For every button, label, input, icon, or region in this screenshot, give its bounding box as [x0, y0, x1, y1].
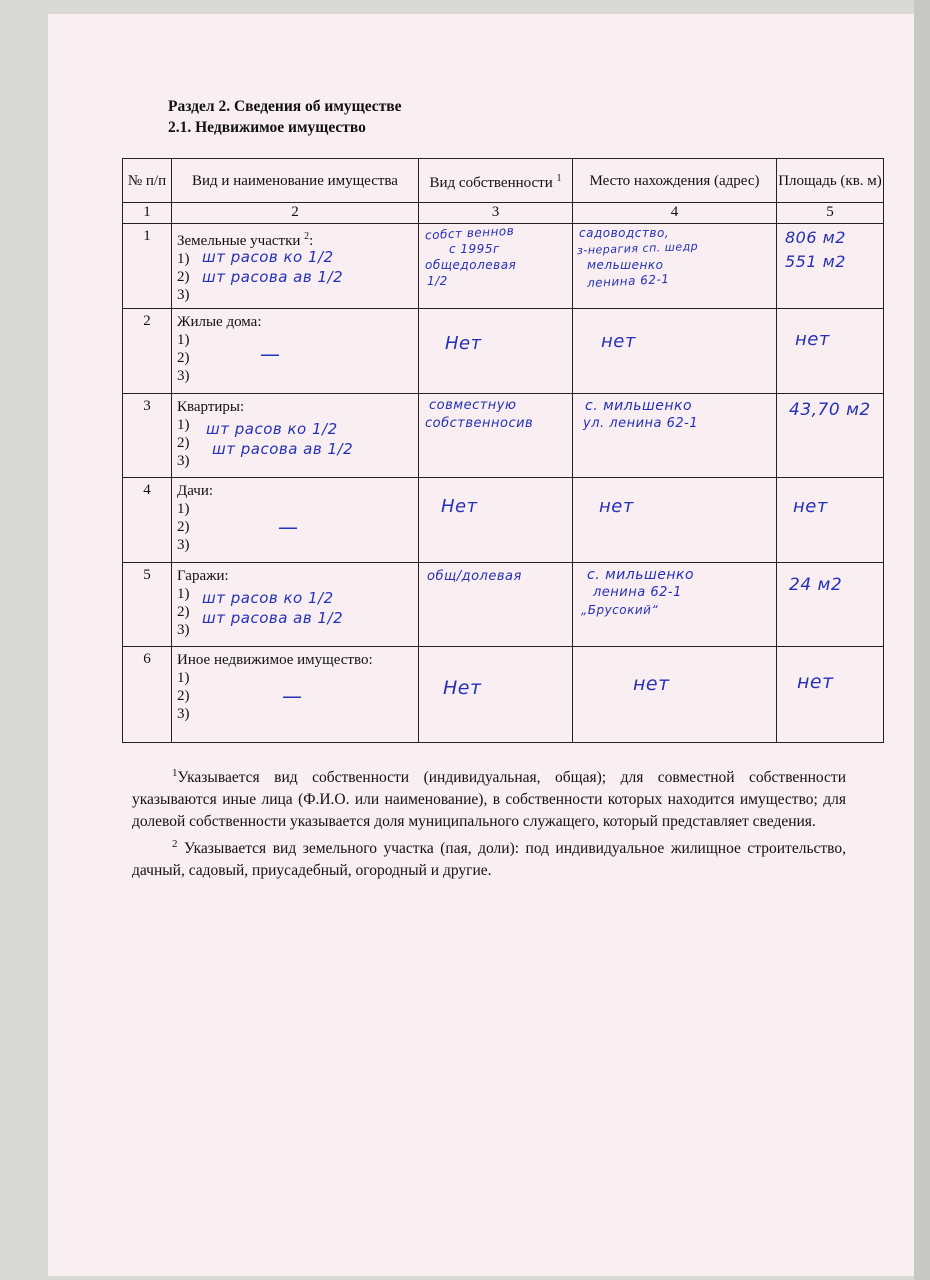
- property-kind-title: Иное недвижимое имущество:: [177, 652, 373, 668]
- item-3: 3): [177, 537, 190, 553]
- handwritten-item-1: шт расов ко 1/2: [202, 248, 334, 266]
- footnote-ref: 2: [304, 231, 310, 242]
- location-cell: [573, 224, 777, 309]
- row-number: 6: [123, 647, 172, 743]
- footnote-mark: 2: [172, 838, 178, 851]
- handwritten-location: ленина 62-1: [593, 585, 682, 600]
- table-header-row: [123, 159, 884, 203]
- header-location: Место нахождения (адрес): [573, 159, 777, 203]
- property-kind-cell: [172, 394, 419, 478]
- handwritten-item-2: шт расова ав 1/2: [212, 440, 354, 458]
- row-number: 5: [123, 563, 172, 647]
- property-kind-cell: [172, 647, 419, 743]
- column-number: 2: [172, 203, 419, 224]
- handwritten-area: 806 м2: [785, 228, 846, 247]
- real-estate-table: [122, 158, 884, 743]
- item-2: 2): [177, 519, 190, 535]
- ownership-cell: [419, 647, 573, 743]
- handwritten-location: нет: [599, 496, 634, 517]
- handwritten-area: нет: [797, 671, 834, 693]
- property-kind-title: [177, 228, 418, 250]
- location-cell: [573, 478, 777, 563]
- table-row: [123, 394, 884, 478]
- handwritten-location: нет: [601, 331, 636, 352]
- footnote-1: [132, 762, 846, 833]
- property-kind-cell: [172, 224, 419, 309]
- footnote-ref: 1: [556, 172, 562, 184]
- row-number: 4: [123, 478, 172, 563]
- item-2: 2): [177, 435, 190, 451]
- handwritten-item-2: шт расова ав 1/2: [202, 268, 344, 286]
- handwritten-location: с. мильшенко: [587, 567, 695, 583]
- item-1: 1): [177, 501, 190, 517]
- handwritten-ownership: Нет: [443, 677, 482, 699]
- table-row: [123, 224, 884, 309]
- item-1: 1): [177, 670, 190, 686]
- location-cell: [573, 647, 777, 743]
- footnote-text: Указывается вид собственности (индивидуальная, общая); для совместной собственности указываются иные лица (Ф.И.О. или наименование), в собственности которых находится имущество; для долевой собственности указывается доля муниципального служащего, который представляет сведения.: [132, 769, 846, 831]
- handwritten-area: 24 м2: [789, 575, 843, 595]
- header-ownership: [419, 159, 573, 203]
- ownership-cell: [419, 563, 573, 647]
- handwritten-ownership: общедолевая: [425, 258, 517, 272]
- area-cell: [777, 647, 884, 743]
- header-num: № п/п: [123, 159, 172, 203]
- handwritten-location: с. мильшенко: [585, 398, 693, 414]
- row-number: 1: [123, 224, 172, 309]
- location-cell: [573, 563, 777, 647]
- property-kind-cell: [172, 309, 419, 394]
- item-3: 3): [177, 368, 190, 384]
- property-kind-title: Гаражи:: [177, 568, 229, 584]
- handwritten-item-1: шт расов ко 1/2: [202, 589, 334, 607]
- handwritten-location: нет: [633, 673, 670, 695]
- handwritten-location: ул. ленина 62-1: [583, 416, 699, 431]
- handwritten-area: 43,70 м2: [789, 400, 871, 420]
- handwritten-item-2: шт расова ав 1/2: [202, 609, 344, 627]
- section-title: Раздел 2. Сведения об имуществе: [168, 98, 402, 115]
- footnote-mark: 1: [172, 767, 178, 779]
- column-number-row: [123, 203, 884, 224]
- property-kind-cell: [172, 478, 419, 563]
- property-kind-title: Квартиры:: [177, 399, 245, 415]
- table-row: [123, 309, 884, 394]
- item-2: 2): [177, 269, 190, 285]
- scan-edge: [914, 0, 930, 1280]
- item-1: 1): [177, 251, 190, 267]
- row-number: 2: [123, 309, 172, 394]
- area-cell: [777, 394, 884, 478]
- property-kind-title: Жилые дома:: [177, 314, 262, 330]
- location-cell: [573, 309, 777, 394]
- item-3: 3): [177, 453, 190, 469]
- handwritten-area: 551 м2: [785, 252, 846, 271]
- subsection-title: 2.1. Недвижимое имущество: [168, 119, 366, 136]
- location-cell: [573, 394, 777, 478]
- handwritten-dash: —: [278, 515, 299, 539]
- ownership-cell: [419, 309, 573, 394]
- item-3: 3): [177, 622, 190, 638]
- header-ownership-label: Вид собственности: [429, 174, 553, 191]
- table-row: [123, 647, 884, 743]
- handwritten-location: з-нерагия сп. шедр: [576, 239, 699, 258]
- handwritten-location: садоводство,: [579, 226, 670, 240]
- ownership-cell: [419, 478, 573, 563]
- item-2: 2): [177, 350, 190, 366]
- handwritten-area: нет: [793, 496, 828, 517]
- section-headings: [168, 96, 402, 138]
- column-number: 4: [573, 203, 777, 224]
- handwritten-location: ленина 62-1: [586, 271, 670, 291]
- handwritten-ownership: совместную: [429, 398, 517, 413]
- property-kind-title: Дачи:: [177, 483, 214, 499]
- handwritten-dash: —: [260, 342, 281, 366]
- handwritten-location: мельшенко: [587, 258, 664, 272]
- handwritten-ownership: собственносив: [425, 416, 534, 431]
- column-number: 5: [777, 203, 884, 224]
- handwritten-ownership: Нет: [445, 333, 482, 354]
- area-cell: [777, 563, 884, 647]
- column-number: 1: [123, 203, 172, 224]
- handwritten-area: нет: [795, 329, 830, 350]
- item-1: 1): [177, 332, 190, 348]
- handwritten-ownership: 1/2: [427, 274, 448, 288]
- area-cell: [777, 224, 884, 309]
- footnote-text: Указывается вид земельного участка (пая, доли): под индивидуальное жилищное строительство, дачный, садовый, приусадебный, огородный и другие.: [132, 840, 846, 880]
- title-text: Земельные участки: [177, 233, 301, 249]
- handwritten-location: „Брусокий“: [581, 603, 659, 617]
- table-row: [123, 478, 884, 563]
- handwritten-ownership: общ/долевая: [427, 569, 522, 584]
- property-kind-cell: [172, 563, 419, 647]
- item-3: 3): [177, 706, 190, 722]
- handwritten-item-1: шт расов ко 1/2: [206, 420, 338, 438]
- footnotes: [132, 762, 846, 882]
- handwritten-ownership: собст веннов: [424, 223, 515, 243]
- title-colon: :: [309, 233, 314, 249]
- ownership-cell: [419, 224, 573, 309]
- item-2: 2): [177, 604, 190, 620]
- handwritten-ownership: с 1995г: [449, 242, 500, 256]
- header-kind: Вид и наименование имущества: [172, 159, 419, 203]
- header-area: Площадь (кв. м): [777, 159, 884, 203]
- column-number: 3: [419, 203, 573, 224]
- footnote-2: [132, 833, 846, 882]
- area-cell: [777, 309, 884, 394]
- table-row: [123, 563, 884, 647]
- item-1: 1): [177, 586, 190, 602]
- item-2: 2): [177, 688, 190, 704]
- ownership-cell: [419, 394, 573, 478]
- item-1: 1): [177, 417, 190, 433]
- area-cell: [777, 478, 884, 563]
- handwritten-ownership: Нет: [441, 496, 478, 517]
- handwritten-dash: —: [282, 684, 303, 708]
- item-3: 3): [177, 287, 190, 303]
- row-number: 3: [123, 394, 172, 478]
